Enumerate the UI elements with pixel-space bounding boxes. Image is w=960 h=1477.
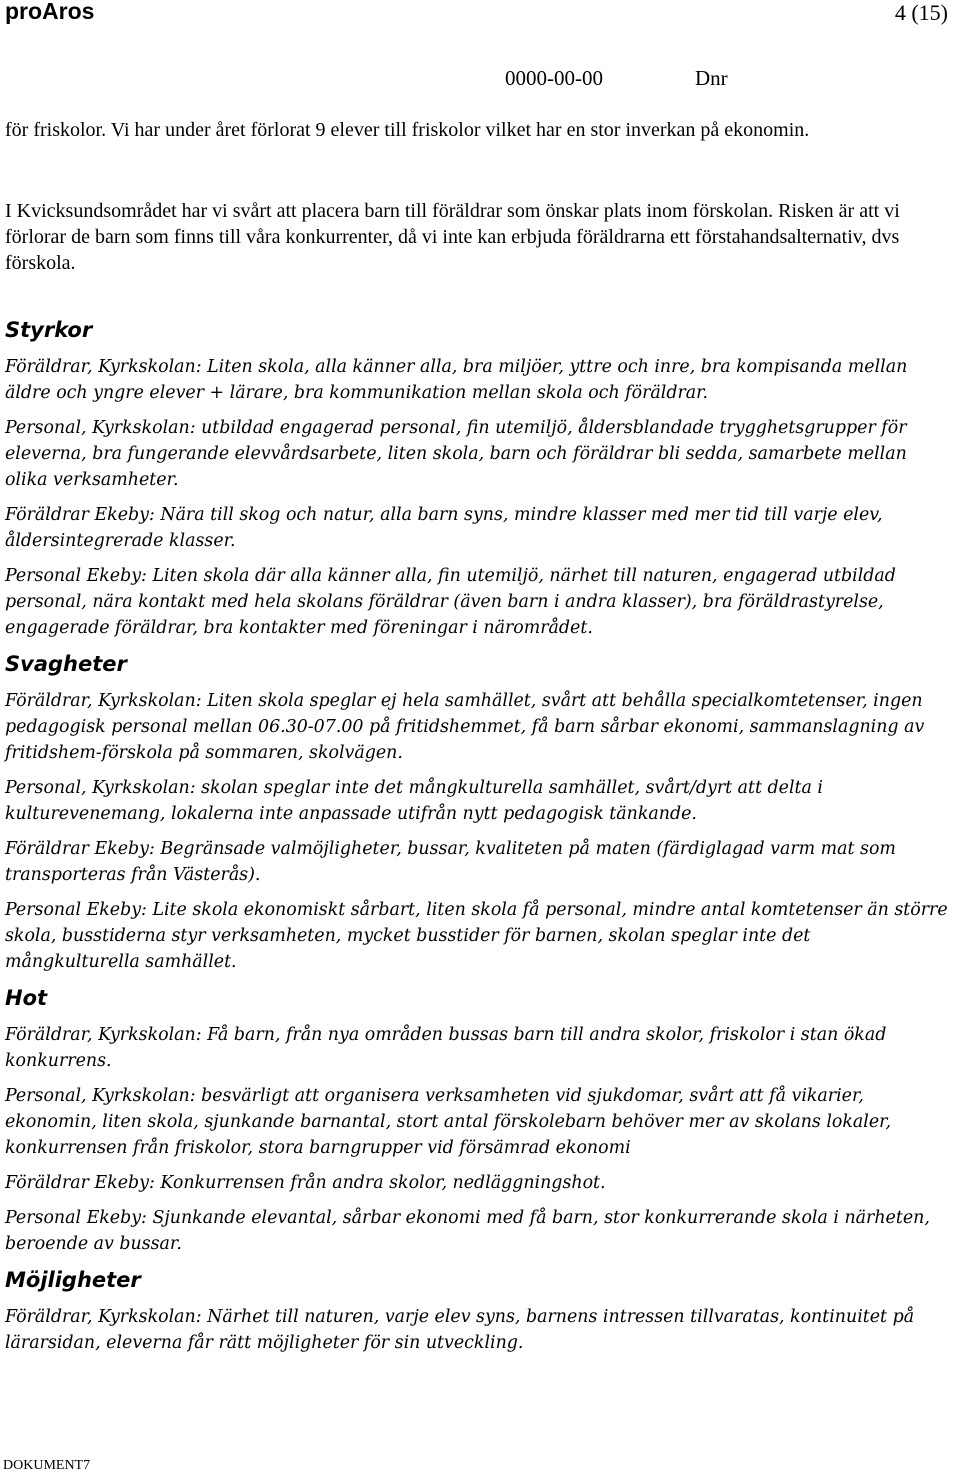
- document-date: 0000-00-00: [505, 66, 603, 90]
- page-number: 4 (15): [894, 0, 948, 25]
- section-paragraph: Personal Ekeby: Sjunkande elevantal, sårbar ekonomi med få barn, stor konkurrerande skola i närheten, beroende av bussar.: [5, 1208, 930, 1254]
- section-paragraph: Föräldrar, Kyrkskolan: Närhet till naturen, varje elev syns, barnens intressen tillvaratas, kontinuitet på lärarsidan, eleverna får rätt möjligheter för sin utveckling.: [5, 1307, 915, 1353]
- section-styrkor: [5, 316, 950, 641]
- section-paragraph: Föräldrar, Kyrkskolan: Få barn, från nya områden bussas barn till andra skolor, friskolor i stan ökad konkurrens.: [5, 1025, 887, 1071]
- swot-content: [5, 316, 950, 1365]
- section-paragraph: Personal, Kyrkskolan: skolan speglar inte det mångkulturella samhället, svårt/dyrt att delta i kulturevenemang, lokalerna inte anpassade utifrån nytt pedagogisk tänkande.: [5, 778, 823, 824]
- document-dnr: Dnr: [695, 66, 728, 90]
- section-heading: Svagheter: [5, 652, 127, 676]
- intro-paragraph: för friskolor. Vi har under året förlorat 9 elever till friskolor vilket har en stor inverkan på ekonomin.: [5, 119, 810, 141]
- section-paragraph: Föräldrar, Kyrkskolan: Liten skola speglar ej hela samhället, svårt att behålla specialkomtetenser, ingen pedagogisk personal mellan 06.30-07.00 på fritidshemmet, få barn sårbar ekonomi, sammanslagning av fritidshem-förskola på sommaren, skolvägen.: [5, 691, 925, 763]
- section-heading: Möjligheter: [5, 1268, 141, 1292]
- section-paragraph: Personal Ekeby: Liten skola där alla känner alla, fin utemiljö, närhet till naturen, engagerad utbildad personal, nära kontakt med hela skolans föräldrar (även barn i andra klasser), bra föräldrastyrelse, engagerade föräldrar, bra kontakter med föreningar i närområdet.: [5, 566, 896, 638]
- header-brand: proAros: [5, 0, 95, 24]
- section-heading: Hot: [5, 986, 48, 1010]
- section-hot: [5, 984, 950, 1257]
- header-meta: [505, 66, 728, 91]
- section-heading: Styrkor: [5, 318, 93, 342]
- section-paragraph: Föräldrar Ekeby: Nära till skog och natur, alla barn syns, mindre klasser med mer tid till varje elev, åldersintegrerade klasser.: [5, 505, 883, 551]
- section-paragraph: Personal Ekeby: Lite skola ekonomiskt sårbart, liten skola få personal, mindre antal komtetenser än större skola, busstiderna styr verksamheten, mycket busstider för barnen, skolan speglar inte det mångkulturella samhället.: [5, 900, 948, 972]
- section-mojligheter: [5, 1266, 950, 1356]
- intro-paragraph: I Kvicksundsområdet har vi svårt att placera barn till föräldrar som önskar plats inom förskolan. Risken är att vi förlorar de barn som finns till våra konkurrenter, då vi inte kan erbjuda föräldrarna ett förstahandsalternativ, dvs förskola.: [5, 200, 900, 274]
- section-paragraph: Föräldrar, Kyrkskolan: Liten skola, alla känner alla, bra miljöer, yttre och inre, bra kompisanda mellan äldre och yngre elever + lärare, bra kommunikation mellan skola och föräldrar.: [5, 357, 908, 403]
- section-paragraph: Personal, Kyrkskolan: utbildad engagerad personal, fin utemiljö, åldersblandade trygghetsgrupper för eleverna, bra fungerande elevvårdsarbete, liten skola, barn och föräldrar bli sedda, samarbete mellan olika verksamheter.: [5, 418, 907, 490]
- section-paragraph: Föräldrar Ekeby: Konkurrensen från andra skolor, nedläggningshot.: [5, 1173, 606, 1193]
- section-paragraph: Personal, Kyrkskolan: besvärligt att organisera verksamheten vid sjukdomar, svårt att få vikarier, ekonomin, liten skola, sjunkande barnantal, stort antal förskolebarn behöver mer av skolans lokaler, konkurrensen från friskolor, stora barngrupper vid försämrad ekonomi: [5, 1086, 892, 1158]
- section-paragraph: Föräldrar Ekeby: Begränsade valmöjligheter, bussar, kvaliteten på maten (färdiglagad varm mat som transporteras från Västerås).: [5, 839, 896, 885]
- document-footer: DOKUMENT7: [3, 1458, 91, 1473]
- section-svagheter: [5, 650, 950, 975]
